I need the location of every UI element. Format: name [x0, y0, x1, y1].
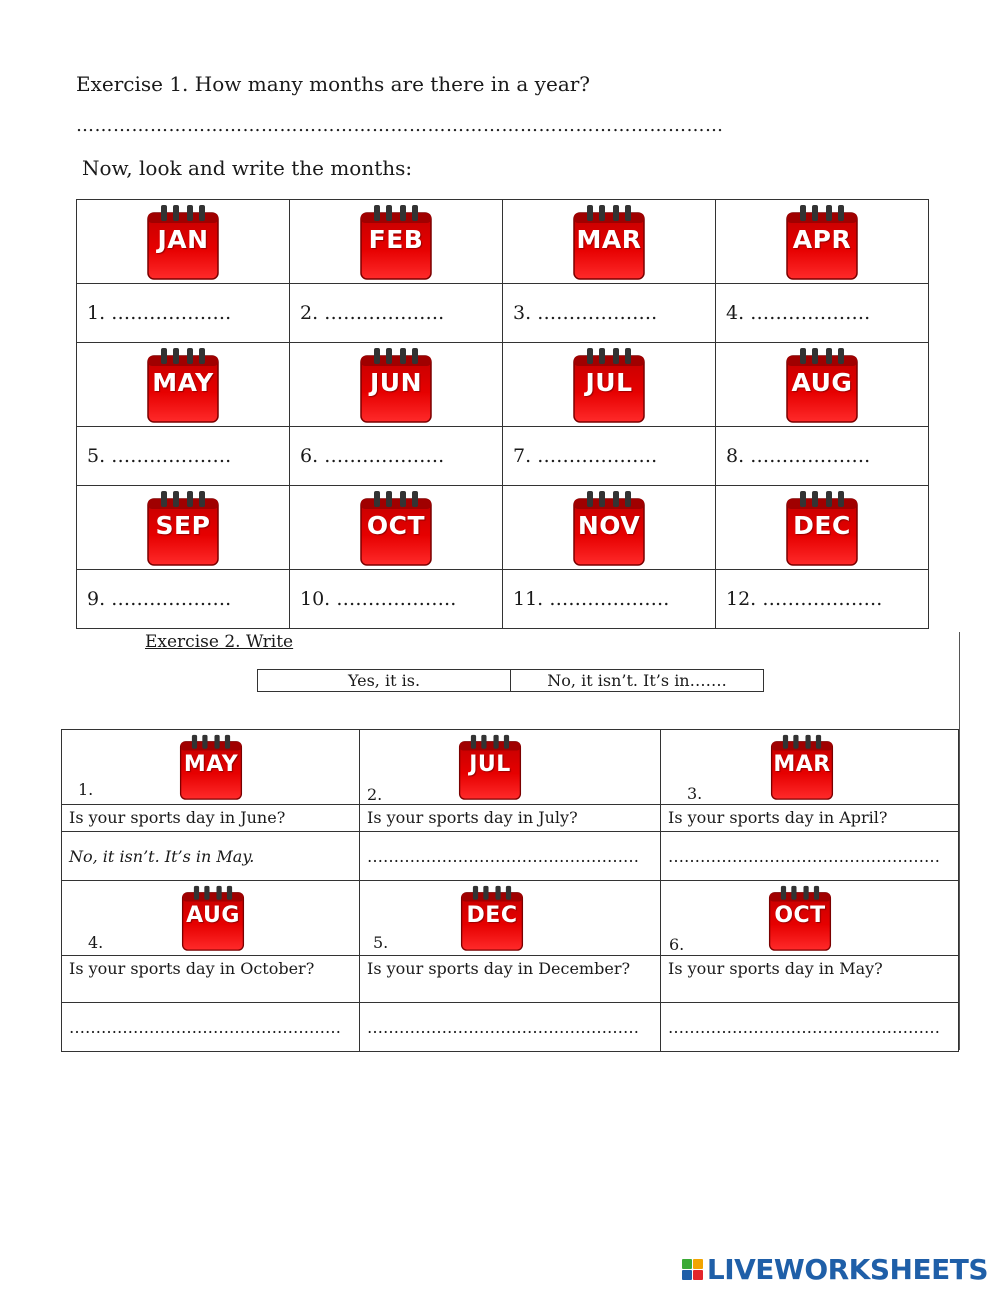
exercise2-answer-field[interactable]: ……………………………………………	[661, 832, 959, 881]
exercise2-picture-cell	[661, 881, 959, 956]
exercise2-table	[61, 729, 959, 1052]
brand-name: LIVEWORKSHEETS	[706, 1253, 988, 1286]
month-answer-field[interactable]: 11. ……………….	[503, 570, 716, 629]
calendar-icon	[358, 489, 434, 567]
month-answer-field[interactable]: 7. ……………….	[503, 427, 716, 486]
calendar-icon	[180, 883, 246, 953]
exercise2-picture-cell	[360, 730, 661, 805]
exercise2-question: Is your sports day in July?	[360, 805, 661, 832]
exercise1-title: Exercise 1. How many months are there in a year?	[76, 72, 591, 96]
calendar-icon	[358, 346, 434, 424]
calendar-month-label: APR	[792, 224, 852, 254]
exercise2-answer-field[interactable]: ……………………………………………	[661, 1003, 959, 1052]
calendar-icon	[571, 489, 647, 567]
calendar-month-label: JUN	[369, 367, 423, 397]
month-icon-cell	[716, 486, 929, 570]
month-icon-cell	[716, 343, 929, 427]
calendar-month-label: OCT	[774, 903, 826, 928]
month-answer-field[interactable]: 4. ……………….	[716, 284, 929, 343]
calendar-month-label: SEP	[155, 510, 211, 540]
exercise2-title: Exercise 2. Write	[145, 632, 294, 652]
month-icon-cell	[290, 200, 503, 284]
calendar-month-label: JAN	[157, 224, 209, 254]
month-icon-cell	[503, 343, 716, 427]
month-answer-field[interactable]: 5. ……………….	[77, 427, 290, 486]
exercise2-answer-example: No, it isn’t. It’s in May.	[62, 832, 360, 881]
exercise2-question: Is your sports day in June?	[62, 805, 360, 832]
month-answer-field[interactable]: 2. ……………….	[290, 284, 503, 343]
calendar-icon	[178, 732, 244, 802]
calendar-month-label: FEB	[368, 224, 424, 254]
month-answer-field[interactable]: 8. ……………….	[716, 427, 929, 486]
calendar-month-label: MAR	[773, 752, 831, 777]
exercise2-question: Is your sports day in October?	[62, 956, 360, 1003]
month-icon-cell	[290, 343, 503, 427]
month-answer-field[interactable]: 9. ……………….	[77, 570, 290, 629]
month-icon-cell	[290, 486, 503, 570]
month-answer-field[interactable]: 10. ……………….	[290, 570, 503, 629]
calendar-icon	[784, 203, 860, 281]
calendar-month-label: MAY	[152, 367, 214, 397]
calendar-icon	[767, 883, 833, 953]
calendar-icon	[459, 883, 525, 953]
months-table	[76, 199, 929, 629]
calendar-month-label: AUG	[791, 367, 853, 397]
exercise2-question: Is your sports day in December?	[360, 956, 661, 1003]
liveworksheets-icon	[682, 1259, 703, 1280]
page-divider	[959, 632, 960, 1050]
exercise2-picture-cell	[62, 881, 360, 956]
calendar-icon	[571, 346, 647, 424]
answer-options-box	[257, 669, 764, 692]
calendar-icon	[457, 732, 523, 802]
exercise2-picture-cell	[360, 881, 661, 956]
month-icon-cell	[77, 343, 290, 427]
calendar-icon	[145, 203, 221, 281]
calendar-icon	[358, 203, 434, 281]
month-icon-cell	[77, 486, 290, 570]
calendar-icon	[145, 346, 221, 424]
item-number: 4.	[88, 933, 104, 952]
calendar-month-label: DEC	[793, 510, 851, 540]
calendar-icon	[784, 489, 860, 567]
calendar-month-label: MAR	[576, 224, 642, 254]
calendar-icon	[145, 489, 221, 567]
exercise2-answer-field[interactable]: ……………………………………………	[62, 1003, 360, 1052]
item-number: 2.	[367, 785, 383, 804]
exercise2-question: Is your sports day in April?	[661, 805, 959, 832]
calendar-icon	[784, 346, 860, 424]
calendar-icon	[571, 203, 647, 281]
calendar-month-label: JUL	[585, 367, 633, 397]
month-answer-field[interactable]: 6. ……………….	[290, 427, 503, 486]
answer-option: No, it isn’t. It’s in…….	[511, 670, 764, 692]
exercise1-answer-line[interactable]: ……………………………………………………………………………………………	[76, 115, 724, 136]
calendar-month-label: AUG	[186, 903, 240, 928]
calendar-month-label: MAY	[183, 752, 239, 777]
month-answer-field[interactable]: 3. ……………….	[503, 284, 716, 343]
exercise1-instruction: Now, look and write the months:	[82, 156, 413, 180]
month-icon-cell	[503, 200, 716, 284]
answer-option: Yes, it is.	[258, 670, 511, 692]
item-number: 6.	[669, 935, 685, 954]
exercise2-answer-field[interactable]: ……………………………………………	[360, 832, 661, 881]
calendar-icon	[769, 732, 835, 802]
month-icon-cell	[503, 486, 716, 570]
calendar-month-label: OCT	[366, 510, 426, 540]
exercise2-answer-field[interactable]: ……………………………………………	[360, 1003, 661, 1052]
month-icon-cell	[716, 200, 929, 284]
item-number: 5.	[373, 933, 389, 952]
month-answer-field[interactable]: 12. ……………….	[716, 570, 929, 629]
month-icon-cell	[77, 200, 290, 284]
calendar-month-label: JUL	[469, 752, 511, 777]
item-number: 3.	[687, 784, 703, 803]
item-number: 1.	[78, 780, 94, 799]
month-answer-field[interactable]: 1. ……………….	[77, 284, 290, 343]
liveworksheets-logo	[682, 1253, 988, 1286]
exercise2-picture-cell	[62, 730, 360, 805]
calendar-month-label: NOV	[577, 510, 641, 540]
calendar-month-label: DEC	[466, 903, 518, 928]
exercise2-question: Is your sports day in May?	[661, 956, 959, 1003]
exercise2-picture-cell	[661, 730, 959, 805]
